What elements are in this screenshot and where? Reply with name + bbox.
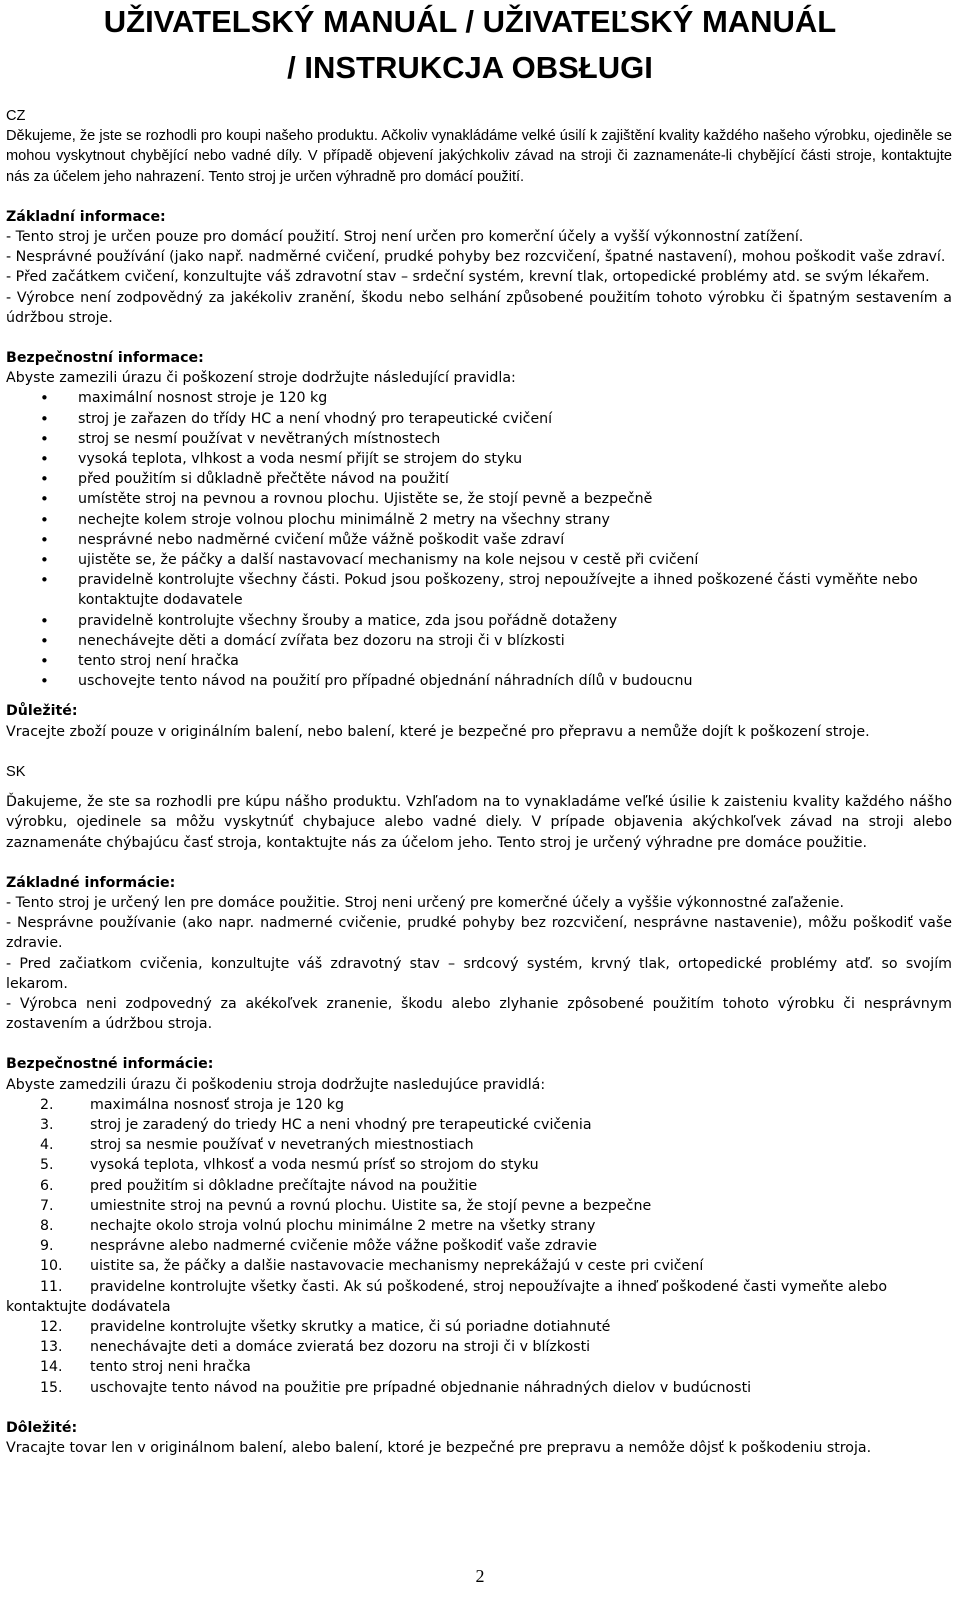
list-item: 5. vysoká teplota, vlhkosť a voda nesmú prísť so strojom do styku — [40, 1157, 539, 1174]
page-title-line-2: / INSTRUKCJA OBSŁUGI — [287, 50, 653, 85]
sk-basic-heading: Základné informácie: — [6, 874, 176, 891]
list-item: • nenechávejte děti a domácí zvířata bez dozoru na stroji či v blízkosti — [6, 631, 952, 651]
list-item: 13. nenechávajte deti a domáce zvieratá bez dozoru na stroji či v blízkosti — [40, 1339, 591, 1356]
list-item: • před použitím si důkladně přečtěte návod na použití — [6, 469, 952, 489]
list-item: • nechejte kolem stroje volnou plochu minimálně 2 metry na všechny strany — [6, 510, 952, 530]
cz-basic-item: - Výrobce není zodpovědný za jakékoliv zranění, škodu nebo selhání způsobené použitím tohoto výrobku či špatným sestavením a údržbou stroje. — [6, 289, 952, 326]
list-item: • stroj je zařazen do třídy HC a není vhodný pro terapeutické cvičení — [6, 409, 952, 429]
list-item: 14. tento stroj neni hračka — [40, 1359, 251, 1376]
cz-language-label: CZ — [6, 108, 26, 124]
list-item: • pravidelně kontrolujte všechny šrouby a matice, zda jsou pořádně dotaženy — [6, 611, 952, 631]
list-item: 9. nesprávne alebo nadmerné cvičenie môže vážne poškodiť vaše zdravie — [40, 1238, 597, 1255]
cz-safety-heading: Bezpečnostní informace: — [6, 350, 204, 367]
sk-safety-intro: Abyste zamedzili úrazu či poškodeniu stroja dodržujte nasledujúce pravidlá: — [6, 1076, 546, 1093]
list-item: • pravidelně kontrolujte všechny části. Pokud jsou poškozeny, stroj nepoužívejte a ihned poškozené části vyměňte nebo kontaktujte dodavatele — [6, 570, 952, 610]
list-item: • vysoká teplota, vlhkost a voda nesmí přijít se strojem do styku — [6, 449, 952, 469]
sk-important-text: Vracajte tovar len v originálnom balení, alebo balení, ktoré je bezpečné pre prepravu a nemôže dôjsť k poškodeniu stroja. — [6, 1439, 872, 1456]
cz-basic-heading: Základní informace: — [6, 208, 166, 225]
list-item: 12. pravidelne kontrolujte všetky skrutky a matice, či sú poriadne dotiahnuté — [40, 1318, 611, 1335]
list-item: 15. uschovajte tento návod na použitie pre prípadné objednanie náhradných dielov v budúcnosti — [40, 1379, 752, 1396]
list-item: 8. nechajte okolo stroja volnú plochu minimálne 2 metre na všetky strany — [40, 1217, 596, 1234]
list-item: • nesprávné nebo nadměrné cvičení může vážně poškodit vaše zdraví — [6, 530, 952, 550]
sk-language-label: SK — [6, 763, 26, 780]
sk-intro: Ďakujeme, že ste sa rozhodli pre kúpu nášho produktu. Vzhľadom na to vynakladáme veľké úsilie k zaisteniu kvality každého nášho výrobku, ojedinele sa môžu vyskytnúť chybajuce alebo vadné diely. V prípade objavenia akýchkoľvek závad na stroji alebo zaznamenáte chýbajúcu časť stroja, kontaktujte nás za účelom jeho. Tento stroj je určený výhradne pre domáce použitie. — [6, 794, 952, 851]
sk-basic-item: - Nesprávne používanie (ako napr. nadmerné cvičenie, prudké pohyby bez rozcvičení, nesprávne nastavenie), môžu poškodiť vaše zdravie. — [6, 915, 952, 952]
list-item: • tento stroj není hračka — [6, 651, 952, 671]
sk-safety-heading: Bezpečnostné informácie: — [6, 1056, 214, 1073]
list-item: 7. umiestnite stroj na pevnú a rovnú plochu. Uistite sa, že stojí pevne a bezpečne — [40, 1197, 652, 1214]
cz-basic-item: - Nesprávné používání (jako např. nadměrné cvičení, prudké pohyby bez rozcvičení, špatné nastavení), mohou poškodit vaše zdraví. — [6, 249, 946, 266]
cz-important-text: Vracejte zboží pouze v originálním balení, nebo balení, které je bezpečné pro přepravu a nemůže dojít k poškození stroje. — [6, 723, 870, 740]
list-item: • uschovejte tento návod na použití pro případné objednání náhradních dílů v budoucnu — [6, 671, 952, 691]
list-item: 4. stroj sa nesmie používať v nevetraných miestnostiach — [40, 1137, 474, 1154]
list-item: • ujistěte se, že páčky a další nastavovací mechanismy na kole nejsou v cestě při cvičení — [6, 550, 952, 570]
list-item: 6. pred použitím si dôkladne prečítajte návod na použitie — [40, 1177, 478, 1194]
list-item: 2. maximálna nosnosť stroja je 120 kg — [40, 1096, 344, 1113]
list-item: • maximální nosnost stroje je 120 kg — [6, 388, 952, 408]
sk-basic-item: - Pred začiatkom cvičenia, konzultujte váš zdravotný stav – srdcový systém, krvný tlak, ortopedické problémy atď. so svojím lekarom. — [6, 955, 952, 992]
list-item: 10. uistite sa, že páčky a dalšie nastavovacie mechanismy neprekážajú v ceste pri cvičení — [40, 1258, 704, 1275]
cz-basic-item: - Tento stroj je určen pouze pro domácí použití. Stroj není určen pro komerční účely a vyšší výkonnostní zatížení. — [6, 229, 804, 246]
page-number: 2 — [475, 1566, 485, 1586]
list-item: 11. pravidelne kontrolujte všetky časti. Ak sú poškodené, stroj nepoužívajte a ihneď poškodené časti vymeňte alebo kontaktujte dodávatela — [6, 1278, 888, 1315]
cz-important-heading: Důležité: — [6, 703, 78, 720]
sk-basic-item: - Výrobca neni zodpovedný za akékoľvek zranenie, škodu alebo zlyhanie zpôsobené použitím tohoto výrobku či nesprávnym zostavením a údržbou stroja. — [6, 995, 952, 1033]
cz-intro: Děkujeme, že jste se rozhodli pro koupi našeho produktu. Ačkoliv vynakládáme velké úsilí k zajištění kvality každého našeho výrobku, ojediněle se mohou vyskytnout chybějící nebo vadné díly. V případě objevení jakýchkoliv závad na stroji či zaznamenáte-li chybějící části stroje, kontaktujte nás za účelem jeho nahrazení. Tento stroj je určen výhradně pro domácí použití. — [6, 128, 952, 185]
sk-basic-item: - Tento stroj je určený len pre domáce použitie. Stroj neni určený pre komerčné účely a vyššie výkonnostné zaľaženie. — [6, 894, 845, 911]
list-item: 3. stroj je zaradený do triedy HC a neni vhodný pre terapeutické cvičenia — [40, 1116, 592, 1133]
cz-safety-intro: Abyste zamezili úrazu či poškození stroje dodržujte následující pravidla: — [6, 370, 516, 387]
manual-body — [6, 106, 952, 1458]
list-item: • stroj se nesmí používat v nevětraných místnostech — [6, 429, 952, 449]
sk-important-heading: Dôležité: — [6, 1419, 78, 1436]
cz-safety-list — [6, 388, 952, 691]
cz-basic-item: - Před začátkem cvičení, konzultujte váš zdravotní stav – srdeční systém, krevní tlak, ortopedické problémy atd. se svým lékařem. — [6, 269, 930, 286]
sk-safety-list — [6, 1095, 952, 1398]
page-title-line-1: UŽIVATELSKÝ MANUÁL / UŽIVATEĽSKÝ MANUÁL — [103, 4, 837, 39]
list-item: • umístěte stroj na pevnou a rovnou plochu. Ujistěte se, že stojí pevně a bezpečně — [6, 489, 952, 509]
